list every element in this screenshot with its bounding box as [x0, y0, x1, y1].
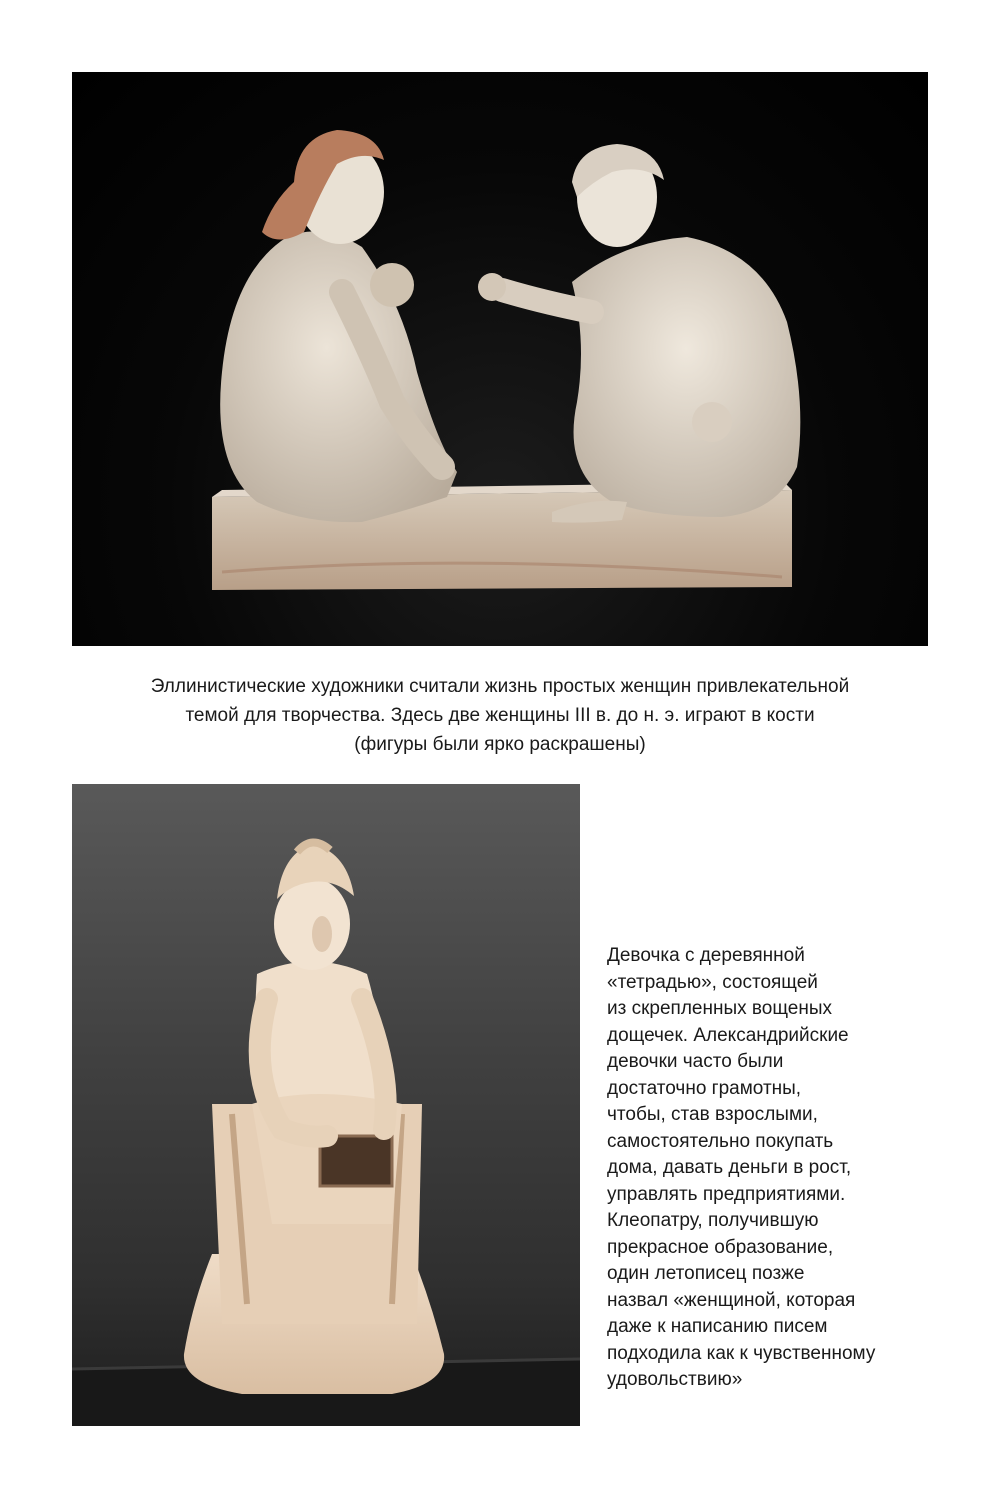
caption-line: темой для творчества. Здесь две женщины III в. до н. э. играют в кости — [185, 705, 815, 726]
dice-players-photo — [72, 72, 928, 646]
girl-with-tablet-caption — [607, 943, 947, 1394]
dice-players-figurine — [72, 72, 928, 646]
girl-with-tablet-photo — [72, 784, 580, 1426]
girl-with-tablet-figurine — [72, 784, 580, 1426]
caption-line: девочки часто были — [607, 1051, 784, 1072]
caption-line: один летописец позже — [607, 1263, 805, 1284]
caption-line: назвал «женщиной, которая — [607, 1289, 856, 1311]
caption-line: прекрасное образование, — [607, 1236, 834, 1258]
caption-line: «тетрадью», состоящей — [607, 971, 818, 993]
caption-line: даже к написанию писем — [607, 1316, 828, 1337]
caption-line: дома, давать деньги в рост, — [607, 1157, 852, 1178]
caption-line: Клеопатру, получившую — [607, 1210, 819, 1231]
caption-line: удовольствию» — [607, 1369, 743, 1390]
caption-line: самостоятельно покупать — [607, 1130, 834, 1152]
caption-line: из скрепленных вощеных — [607, 998, 832, 1019]
caption-line: Эллинистические художники считали жизнь простых женщин привлекательной — [150, 676, 850, 697]
caption-line: (фигуры были ярко раскрашены) — [354, 734, 646, 755]
dice-players-caption — [72, 672, 928, 759]
caption-line: достаточно грамотны, — [607, 1077, 802, 1099]
caption-line: управлять предприятиями. — [607, 1183, 846, 1205]
caption-line: Девочка с деревянной — [607, 945, 805, 966]
caption-line: чтобы, став взрослыми, — [607, 1104, 818, 1125]
caption-line: дощечек. Александрийские — [607, 1024, 849, 1046]
caption-line: подходила как к чувственному — [607, 1342, 876, 1364]
